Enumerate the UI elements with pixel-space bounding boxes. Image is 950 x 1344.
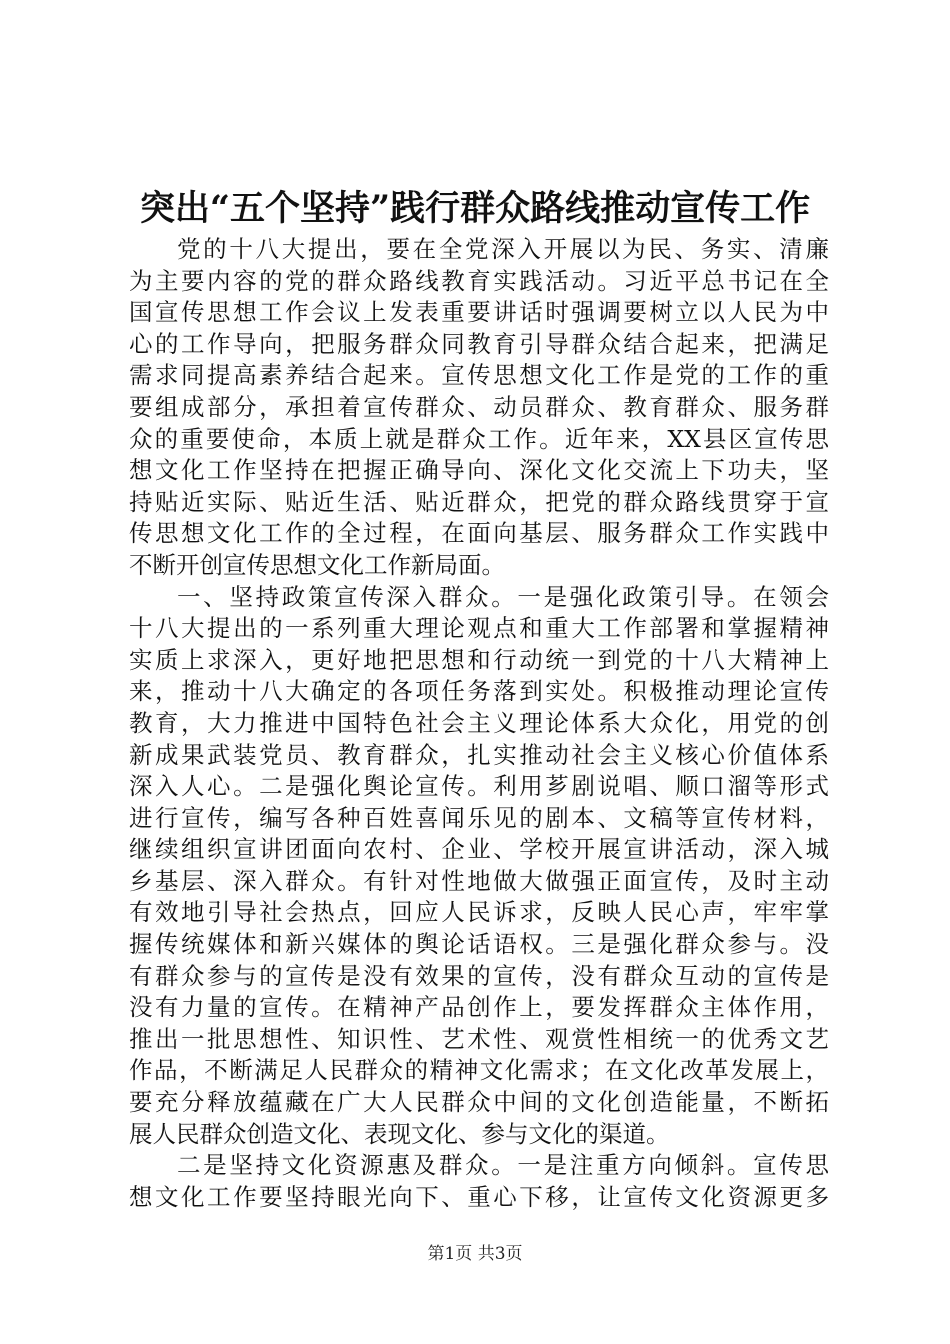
text-line: 需求同提高素养结合起来。宣传思想文化工作是党的工作的重	[129, 361, 829, 390]
text-line: 深入人心。二是强化舆论宣传。利用芗剧说唱、顺口溜等形式	[129, 772, 829, 801]
text-line: 传思想文化工作的全过程，在面向基层、服务群众工作实践中	[129, 519, 829, 548]
paragraph-section-two	[129, 1150, 829, 1213]
text-line: 为主要内容的党的群众路线教育实践活动。习近平总书记在全	[129, 266, 829, 295]
text-line: 作品，不断满足人民群众的精神文化需求；在文化改革发展上，	[129, 1056, 829, 1085]
text-line: 继续组织宣讲团面向农村、企业、学校开展宣讲活动，深入城	[129, 835, 829, 864]
text-line: 想文化工作坚持在把握正确导向、深化文化交流上下功夫，坚	[129, 456, 829, 485]
text-line: 十八大提出的一系列重大理论观点和重大工作部署和掌握精神	[129, 614, 829, 643]
page-footer: 第1页 共3页	[427, 1244, 523, 1264]
text-line: 乡基层、深入群众。有针对性地做大做强正面宣传，及时主动	[129, 866, 829, 895]
paragraph-intro	[129, 234, 829, 582]
text-line: 来，推动十八大确定的各项任务落到实处。积极推动理论宣传	[129, 677, 829, 706]
text-line: 实质上求深入，更好地把思想和行动统一到党的十八大精神上	[129, 645, 829, 674]
text-line: 不断开创宣传思想文化工作新局面。	[129, 550, 505, 579]
text-line: 有效地引导社会热点，回应人民诉求，反映人民心声，牢牢掌	[129, 898, 829, 927]
text-line: 握传统媒体和新兴媒体的舆论话语权。三是强化群众参与。没	[129, 930, 829, 959]
text-line: 要组成部分，承担着宣传群众、动员群众、教育群众、服务群	[129, 392, 829, 421]
text-line: 展人民群众创造文化、表现文化、参与文化的渠道。	[129, 1119, 670, 1148]
document-body	[129, 234, 829, 1213]
text-line: 持贴近实际、贴近生活、贴近群众，把党的群众路线贯穿于宣	[129, 487, 829, 516]
text-line: 党的十八大提出，要在全党深入开展以为民、务实、清廉	[177, 235, 829, 263]
text-line: 想文化工作要坚持眼光向下、重心下移，让宣传文化资源更多	[129, 1182, 829, 1211]
text-line: 要充分释放蕴藏在广大人民群众中间的文化创造能量，不断拓	[129, 1088, 829, 1117]
text-line: 一、坚持政策宣传深入群众。一是强化政策引导。在领会	[177, 582, 829, 611]
paragraph-section-one	[129, 582, 829, 1151]
text-line: 国宣传思想工作会议上发表重要讲话时强调要树立以人民为中	[129, 298, 829, 327]
text-line: 没有力量的宣传。在精神产品创作上，要发挥群众主体作用，	[129, 993, 829, 1022]
text-line: 有群众参与的宣传是没有效果的宣传，没有群众互动的宣传是	[129, 961, 829, 990]
text-line: 推出一批思想性、知识性、艺术性、观赏性相统一的优秀文艺	[129, 1024, 829, 1053]
text-line: 众的重要使命，本质上就是群众工作。近年来，XX县区宣传思	[129, 424, 829, 453]
text-line: 新成果武装党员、教育群众，扎实推动社会主义核心价值体系	[129, 740, 829, 769]
text-line: 教育，大力推进中国特色社会主义理论体系大众化，用党的创	[129, 708, 829, 737]
text-line: 心的工作导向，把服务群众同教育引导群众结合起来，把满足	[129, 329, 829, 358]
document-title: 突出“五个坚持”践行群众路线推动宣传工作	[139, 188, 811, 229]
text-line: 二是坚持文化资源惠及群众。一是注重方向倾斜。宣传思	[177, 1151, 829, 1180]
text-line: 进行宣传，编写各种百姓喜闻乐见的剧本、文稿等宣传材料，	[129, 803, 829, 832]
